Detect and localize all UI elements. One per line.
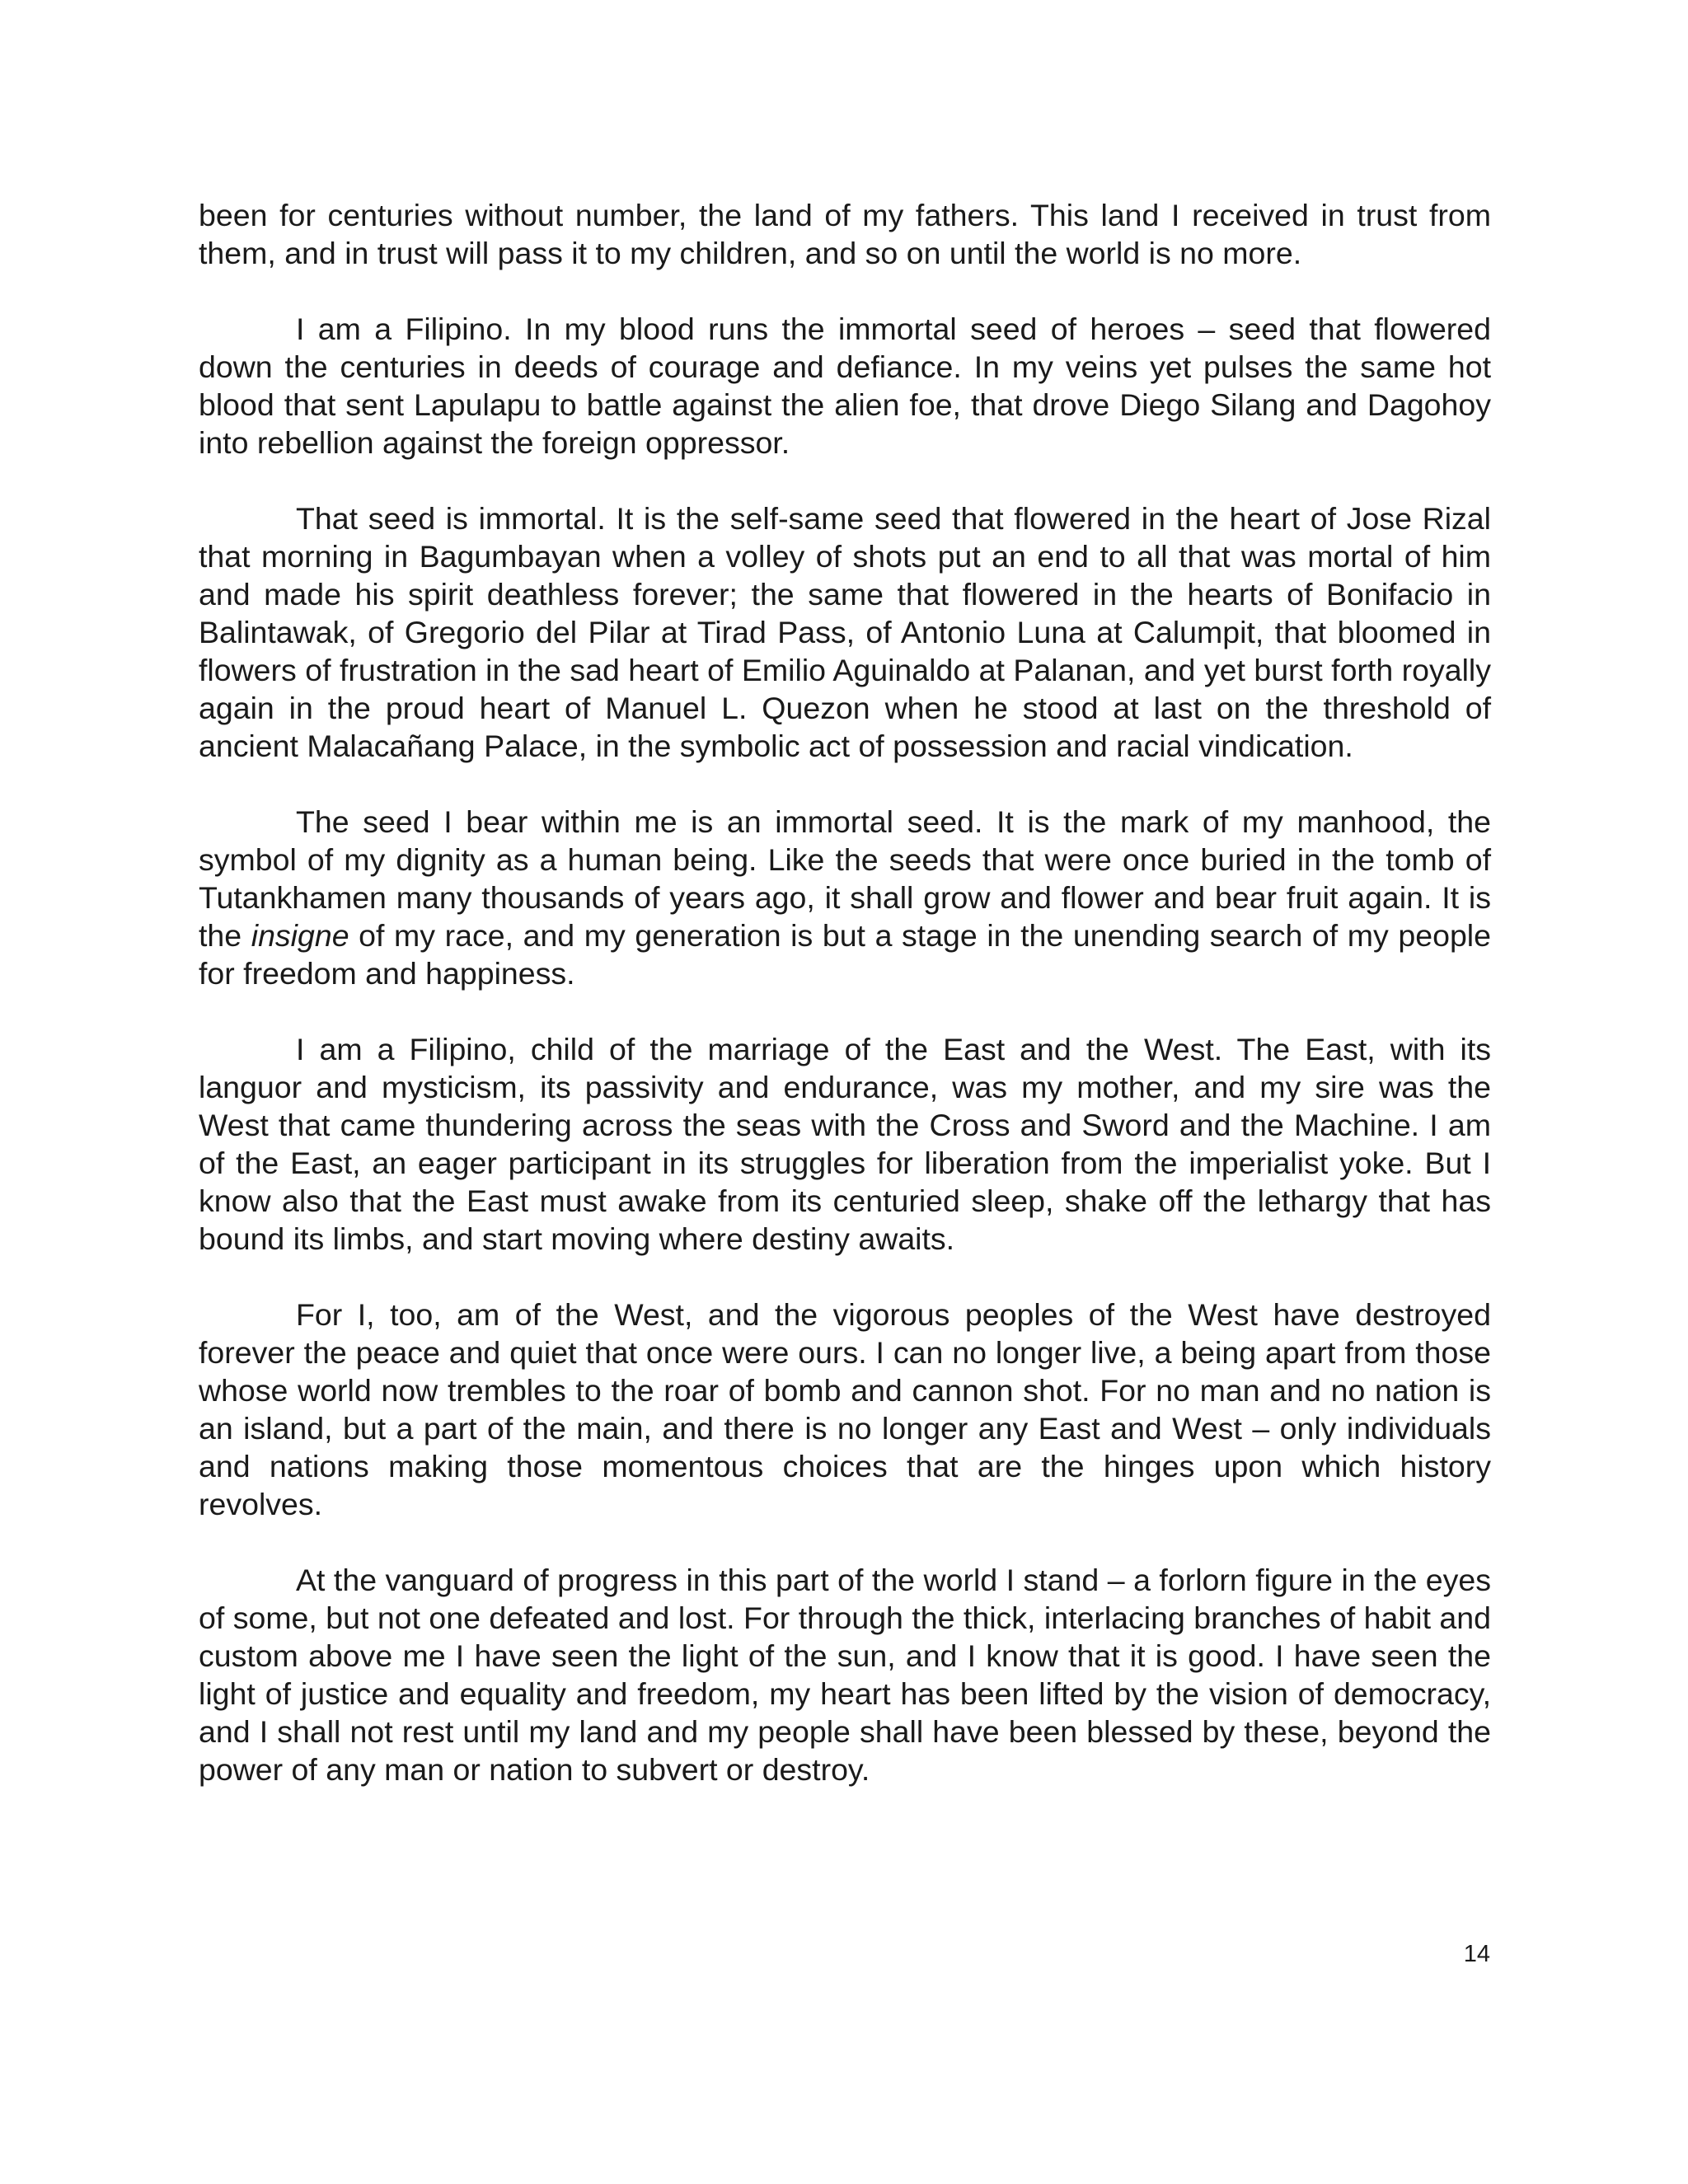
body-text <box>199 196 1491 1788</box>
page-number: 14 <box>1463 1941 1490 1967</box>
text-segment: At the vanguard of progress in this part of the world I stand – a forlorn figure in the eyes of some, but not one defeated and lost. For through the thick, interlacing branches of habit and custom above me I have seen the light of the sun, and I know that it is good. I have seen the light of justice and equality and freedom, my heart has been lifted by the vision of democracy, and I shall not rest until my land and my people shall have been blessed by these, beyond the power of any man or nation to subvert or destroy. <box>199 1563 1491 1787</box>
paragraph <box>199 196 1491 272</box>
text-segment: That seed is immortal. It is the self-same seed that flowered in the heart of Jose Rizal that morning in Bagumbayan when a volley of shots put an end to all that was mortal of him and made his spirit deathless forever; the same that flowered in the hearts of Bonifacio in Balintawak, of Gregorio del Pilar at Tirad Pass, of Antonio Luna at Calumpit, that bloomed in flowers of frustration in the sad heart of Emilio Aguinaldo at Palanan, and yet burst forth royally again in the proud heart of Manuel L. Quezon when he stood at last on the threshold of ancient Malacañang Palace, in the symbolic act of possession and racial vindication. <box>199 501 1491 763</box>
text-segment: been for centuries without number, the land of my fathers. This land I received in trust from them, and in trust will pass it to my children, and so on until the world is no more. <box>199 198 1491 270</box>
text-segment: The seed I bear within me is an immortal seed. It is the mark of my manhood, the symbol of my dignity as a human being. Like the seeds that were once buried in the tomb of Tutankhamen many thousands of years ago, it shall grow and flower and bear fruit again. It is the <box>199 804 1491 953</box>
paragraph <box>199 499 1491 765</box>
text-segment: of my race, and my generation is but a stage in the unending search of my people for freedom and happiness. <box>199 918 1491 991</box>
paragraph <box>199 1296 1491 1523</box>
text-segment: I am a Filipino, child of the marriage of the East and the West. The East, with its languor and mysticism, its passivity and endurance, was my mother, and my sire was the West that came thundering across the seas with the Cross and Sword and the Machine. I am of the East, an eager participant in its struggles for liberation from the imperialist yoke. But I know also that the East must awake from its centuried sleep, shake off the lethargy that has bound its limbs, and start moving where destiny awaits. <box>199 1032 1491 1256</box>
paragraph <box>199 310 1491 462</box>
text-segment: I am a Filipino. In my blood runs the immortal seed of heroes – seed that flowered down the centuries in deeds of courage and defiance. In my veins yet pulses the same hot blood that sent Lapulapu to battle against the alien foe, that drove Diego Silang and Dagohoy into rebellion against the foreign oppressor. <box>199 312 1491 460</box>
paragraph <box>199 1561 1491 1788</box>
paragraph <box>199 1030 1491 1258</box>
italic-text: insigne <box>251 918 349 953</box>
paragraph <box>199 803 1491 992</box>
text-segment: For I, too, am of the West, and the vigorous peoples of the West have destroyed forever the peace and quiet that once were ours. I can no longer live, a being apart from those whose world now trembles to the roar of bomb and cannon shot. For no man and no nation is an island, but a part of the main, and there is no longer any East and West – only individuals and nations making those momentous choices that are the hinges upon which history revolves. <box>199 1297 1491 1521</box>
